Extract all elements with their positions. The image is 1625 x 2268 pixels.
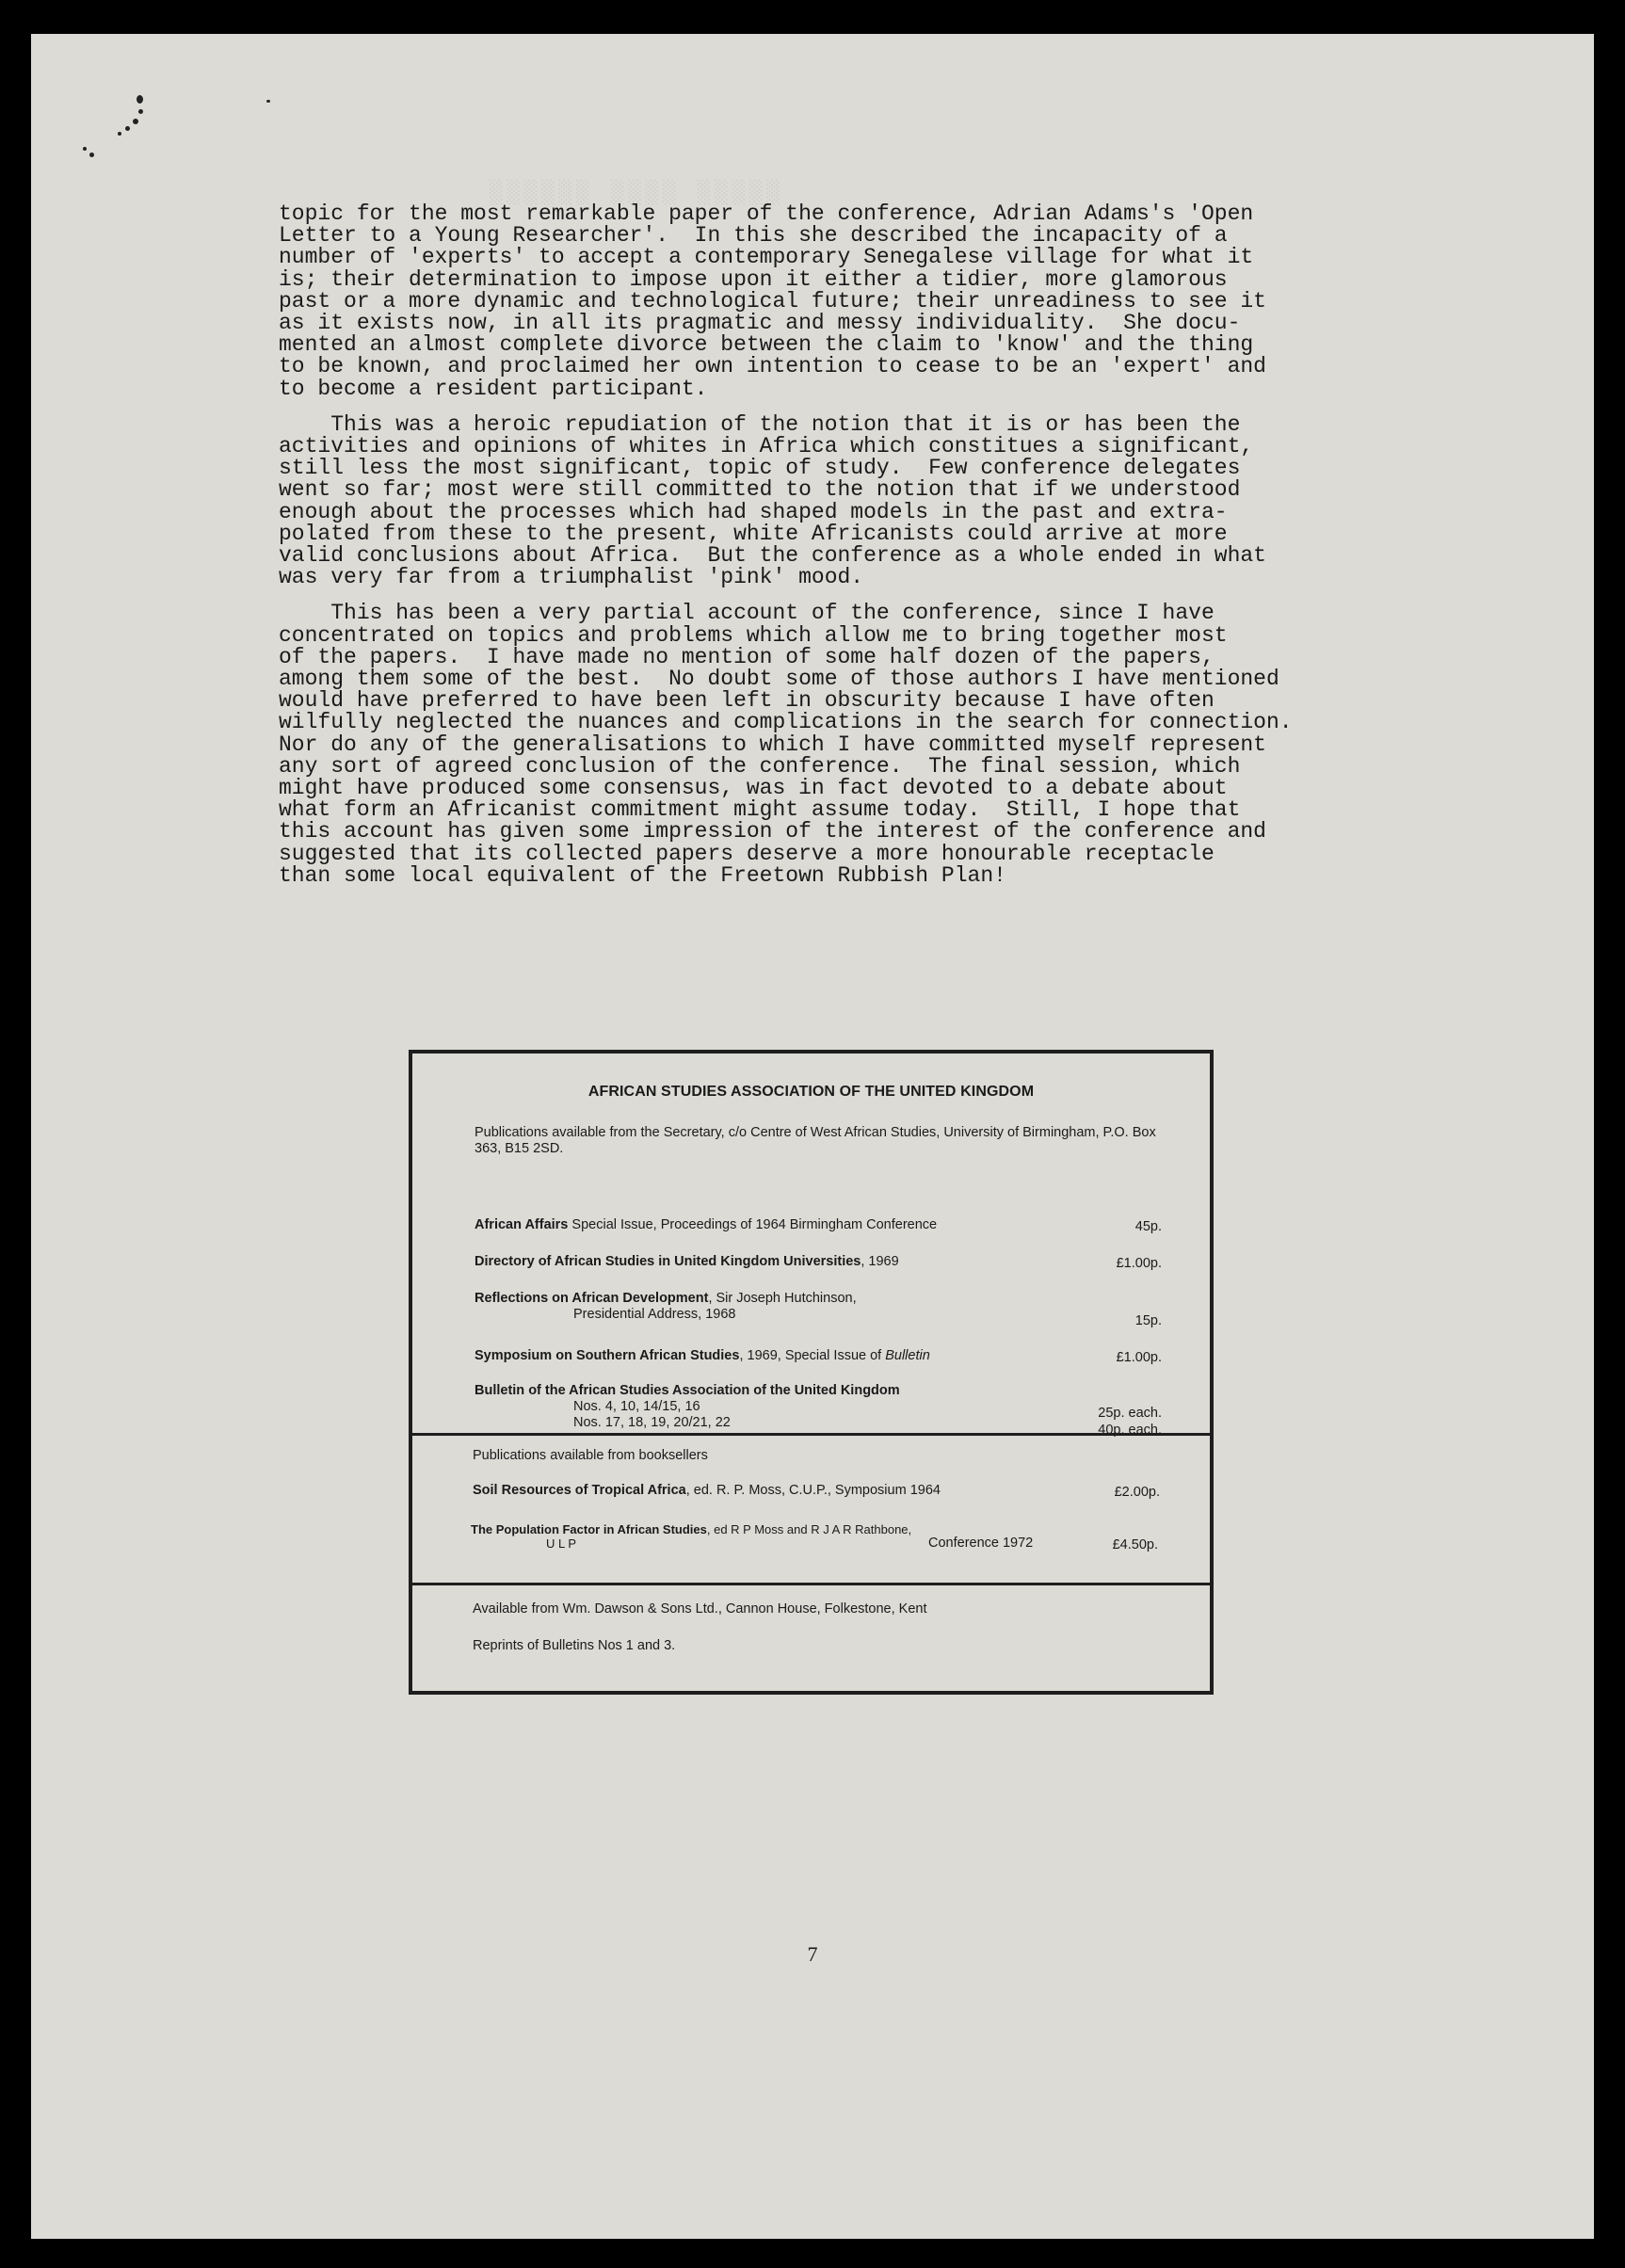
- publication-title: Reflections on African Development: [475, 1291, 709, 1306]
- article-body: [279, 203, 1361, 901]
- dawson-line: Available from Wm. Dawson & Sons Ltd., Cannon House, Folkestone, Kent: [473, 1601, 927, 1617]
- publication-detail: , ed R P Moss and R J A R Rathbone,: [706, 1522, 912, 1536]
- publication-price: 15p.: [1134, 1313, 1162, 1328]
- publication-price: £1.00p.: [1116, 1256, 1162, 1271]
- publication-item: [475, 1348, 1162, 1364]
- publication-item: [475, 1254, 1162, 1270]
- paragraph-2: This was a heroic repudiation of the notion that it is or has been the activities and opinions of whites in Africa which constitues a significant, still less the most significant, topic of study. Few conference delegates went so far; most were still committed to the notion that if we understood enough about the processes which had shaped models in the past and extra- polated from these to the present, white Africanists could arrive at more valid conclusions about Africa. But the conference as a whole ended in what was very far from a triumphalist 'pink' mood.: [279, 411, 1266, 590]
- asa-publications-advert: [409, 1050, 1214, 1695]
- page-number: 7: [807, 1942, 818, 1966]
- publisher-abbrev: U L P: [546, 1536, 577, 1551]
- publication-detail: , 1969: [861, 1254, 899, 1269]
- publication-title: Soil Resources of Tropical Africa: [473, 1483, 686, 1498]
- publication-title: The Population Factor in African Studies: [471, 1522, 707, 1536]
- publication-title: African Affairs: [475, 1217, 569, 1232]
- publication-item: [475, 1217, 1162, 1233]
- dawson-section: [412, 1583, 1210, 1694]
- publication-item: [475, 1291, 1162, 1328]
- publication-item: [473, 1483, 1160, 1499]
- publication-item: [475, 1383, 1162, 1438]
- bulletin-numbers: Nos. 4, 10, 14/15, 16: [573, 1399, 700, 1414]
- publication-detail: Special Issue, Proceedings of 1964 Birmingham Conference: [568, 1217, 938, 1232]
- publication-detail: , Sir Joseph Hutchinson,: [708, 1291, 857, 1306]
- publication-detail-line2: Presidential Address, 1968: [573, 1307, 736, 1322]
- reprints-line: Reprints of Bulletins Nos 1 and 3.: [473, 1638, 676, 1653]
- conference-year: Conference 1972: [928, 1536, 1034, 1551]
- publication-detail-italic: Bulletin: [885, 1348, 930, 1363]
- booksellers-heading: Publications available from booksellers: [473, 1448, 708, 1463]
- publication-detail: , 1969, Special Issue of: [739, 1348, 886, 1363]
- publication-item: [471, 1522, 1158, 1552]
- publication-price: £4.50p.: [1112, 1537, 1158, 1552]
- secretary-publications-section: [412, 1054, 1210, 1438]
- publication-detail: , ed. R. P. Moss, C.U.P., Symposium 1964: [685, 1483, 941, 1498]
- bulletin-row: [475, 1415, 1162, 1431]
- booksellers-section: [412, 1433, 1210, 1583]
- publication-title: Symposium on Southern African Studies: [475, 1348, 740, 1363]
- publication-price: 40p. each.: [1098, 1423, 1162, 1438]
- publication-price: £2.00p.: [1114, 1485, 1160, 1500]
- publication-price: 25p. each.: [1098, 1406, 1162, 1421]
- publication-detail-line2: [471, 1536, 1158, 1552]
- publication-price: £1.00p.: [1116, 1350, 1162, 1365]
- paragraph-1: topic for the most remarkable paper of the conference, Adrian Adams's 'Open Letter to a Young Researcher'. In this she described the incapacity of a number of 'experts' to accept a contemporary Senegalese village for what it is; their determination to impose upon it either a tidier, more glamorous past or a more dynamic and technological future; their unreadiness to see it as it exists now, in all its pragmatic and messy individuality. She docu- mented an almost complete divorce between the claim to 'know' and the thing to be known, and proclaimed her own intention to cease to be an 'expert' and to become a resident participant.: [279, 201, 1266, 401]
- bleed-through-ghost: ░░░░░░ ░░░░ ░░░░░: [490, 181, 784, 206]
- advert-intro: Publications available from the Secretary, c/o Centre of West African Studies, University of Birmingham, P.O. Box 363, B15 2SD.: [475, 1125, 1156, 1156]
- publication-price: 45p.: [1134, 1219, 1162, 1234]
- advert-title: AFRICAN STUDIES ASSOCIATION OF THE UNITED KINGDOM: [587, 1084, 1035, 1100]
- bulletin-row: [475, 1399, 1162, 1415]
- publication-title: Bulletin of the African Studies Association of the United Kingdom: [475, 1383, 900, 1398]
- paragraph-3: This has been a very partial account of the conference, since I have concentrated on topics and problems which allow me to bring together most of the papers. I have made no mention of some half dozen of the papers, among them some of the best. No doubt some of those authors I have mentioned would have preferred to have been left in obscurity because I have often wilfully neglected the nuances and complications in the search for connection. Nor do any of the generalisations to which I have committed myself represent any sort of agreed conclusion of the conference. The final session, which might have produced some consensus, was in fact devoted to a debate about what form an Africanist commitment might assume today. Still, I hope that this account has given some impression of the interest of the conference and suggested that its collected papers deserve a more honourable receptacle than some local equivalent of the Freetown Rubbish Plan!: [279, 601, 1293, 888]
- publication-title: Directory of African Studies in United Kingdom Universities: [475, 1254, 861, 1269]
- bulletin-numbers: Nos. 17, 18, 19, 20/21, 22: [573, 1415, 731, 1430]
